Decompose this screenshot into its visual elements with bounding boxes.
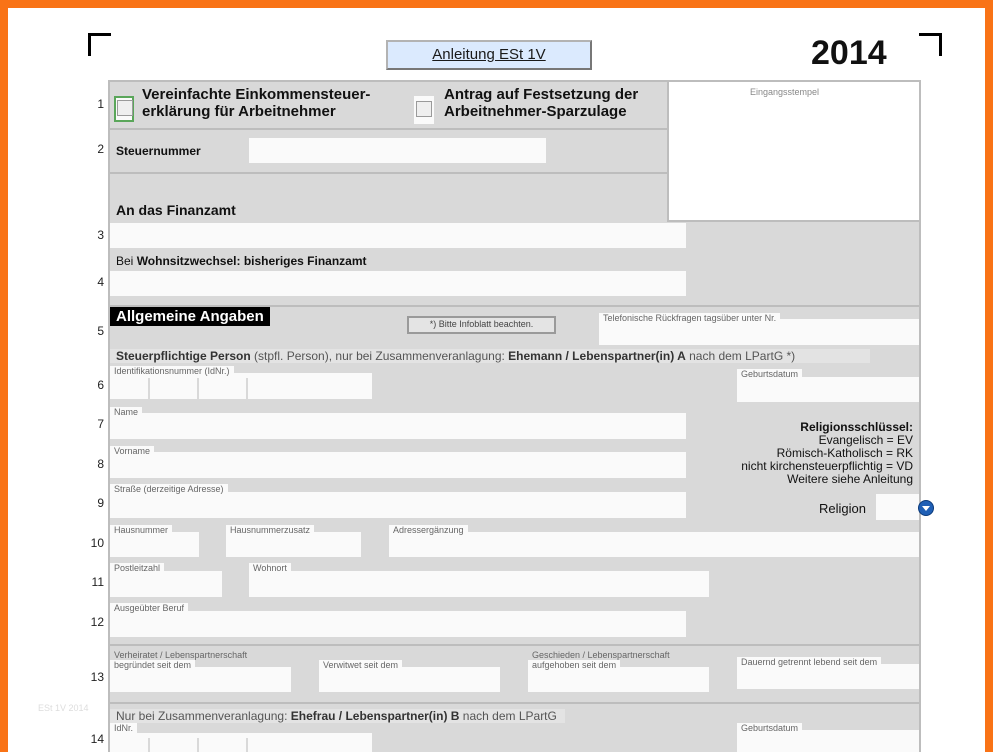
divider [110, 644, 919, 646]
previous-office-label [116, 254, 367, 268]
row-number: 13 [90, 670, 104, 684]
religion-dropdown-icon[interactable] [918, 500, 934, 516]
zip-input[interactable] [110, 571, 222, 597]
row-number: 10 [90, 536, 104, 550]
birthdate-input[interactable] [737, 377, 919, 402]
row-number: 7 [97, 417, 104, 431]
person-a-rest: (stpfl. Person), nur bei Zusammenveranlagung: [250, 349, 509, 363]
married-label-line1: Verheiratet / Lebenspartnerschaft [114, 650, 248, 660]
religion-label: Religion [819, 501, 866, 516]
street-label: Straße (derzeitige Adresse) [110, 484, 228, 495]
firstname-input[interactable] [110, 452, 686, 478]
previous-office-prefix: Bei [116, 254, 137, 268]
margin-note: ESt 1V 2014 [38, 703, 89, 713]
person-a-suffix: nach dem LPartG *) [685, 349, 796, 363]
id-separator [148, 738, 150, 752]
row-number: 5 [97, 324, 104, 338]
row-number: 2 [97, 142, 104, 156]
id-separator [197, 378, 199, 399]
housenumber-suffix-label: Hausnummerzusatz [226, 525, 314, 536]
person-b-bold: Ehefrau / Lebenspartner(in) B [290, 709, 460, 723]
tax-office-input[interactable] [110, 223, 686, 248]
id-separator [197, 738, 199, 752]
row-number: 3 [97, 228, 104, 242]
street-input[interactable] [110, 492, 686, 518]
divider [110, 702, 919, 704]
person-a-bold: Steuerpflichtige Person [116, 349, 251, 363]
address-extra-label: Adressergänzung [389, 525, 468, 536]
id-separator [246, 738, 248, 752]
id-number-label: Identifikationsnummer (IdNr.) [110, 366, 234, 377]
checkbox1-label-line2: erklärung für Arbeitnehmer [142, 103, 336, 120]
row-number: 4 [97, 275, 104, 289]
id-separator [148, 378, 150, 399]
divorced-label-line1: Geschieden / Lebenspartnerschaft [532, 650, 670, 660]
religion-key-title: Religionsschlüssel: [800, 420, 913, 434]
person-b-suffix: nach dem LPartG [459, 709, 557, 723]
separated-label: Dauernd getrennt lebend seit dem [737, 657, 881, 668]
housenumber-label: Hausnummer [110, 525, 172, 536]
phone-label: Telefonische Rückfragen tagsüber unter Nr. [599, 313, 780, 324]
profession-label: Ausgeübter Beruf [110, 603, 188, 614]
checkbox2-label-line2: Arbeitnehmer-Sparzulage [444, 103, 627, 120]
person-a-heading [110, 349, 870, 363]
instructions-button[interactable]: Anleitung ESt 1V [386, 40, 592, 70]
divider [110, 128, 667, 130]
religion-key-more: Weitere siehe Anleitung [787, 472, 913, 486]
general-info-heading: Allgemeine Angaben [110, 307, 270, 326]
simplified-return-checkbox[interactable] [117, 100, 133, 116]
row-number: 12 [90, 615, 104, 629]
name-input[interactable] [110, 413, 686, 439]
row-number: 1 [97, 97, 104, 111]
address-extra-input[interactable] [389, 532, 919, 557]
city-input[interactable] [249, 571, 709, 597]
birthdate-label: Geburtsdatum [737, 369, 802, 380]
checkbox1-label-line1: Vereinfachte Einkommensteuer- [142, 86, 371, 103]
firstname-label: Vorname [110, 446, 154, 457]
form-year: 2014 [811, 34, 887, 72]
name-label: Name [110, 407, 142, 418]
savings-allowance-checkbox[interactable] [416, 101, 432, 117]
person-b-prefix: Nur bei Zusammenveranlagung: [116, 709, 291, 723]
person-b-heading [110, 709, 565, 723]
row-number: 11 [91, 575, 104, 589]
row-number: 9 [97, 496, 104, 510]
previous-office-bold: Wohnsitzwechsel: bisheriges Finanzamt [136, 254, 367, 268]
religion-select[interactable] [876, 494, 919, 520]
checkbox2-label-line1: Antrag auf Festsetzung der [444, 86, 639, 103]
city-label: Wohnort [249, 563, 291, 574]
person-b-birthdate-label: Geburtsdatum [737, 723, 802, 734]
form-page [8, 8, 985, 752]
religion-key-vd: nicht kirchensteuerpflichtig = VD [741, 459, 913, 473]
receipt-stamp-label: Eingangsstempel [750, 87, 820, 97]
tax-number-input[interactable] [249, 138, 546, 163]
person-b-id-label: IdNr. [110, 723, 137, 734]
crop-mark-top-left [88, 33, 111, 56]
divider [110, 172, 667, 174]
tax-number-label: Steuernummer [116, 144, 201, 158]
religion-key-rk: Römisch-Katholisch = RK [776, 446, 913, 460]
infobox-note: *) Bitte Infoblatt beachten. [407, 316, 556, 334]
row-number: 8 [97, 457, 104, 471]
crop-mark-top-right [919, 33, 942, 56]
person-a-spouse: Ehemann / Lebenspartner(in) A [508, 349, 686, 363]
row-number: 6 [97, 378, 104, 392]
tax-office-heading: An das Finanzamt [116, 202, 236, 218]
receipt-stamp-box [667, 82, 921, 222]
widowed-label: Verwitwet seit dem [319, 660, 402, 671]
profession-input[interactable] [110, 611, 686, 637]
religion-key-ev: Evangelisch = EV [818, 433, 913, 447]
row-number: 14 [90, 732, 104, 746]
id-separator [246, 378, 248, 399]
zip-label: Postleitzahl [110, 563, 164, 574]
married-label-line2: begründet seit dem [110, 660, 195, 671]
divorced-label-line2: aufgehoben seit dem [528, 660, 620, 671]
previous-office-input[interactable] [110, 271, 686, 296]
tax-form [108, 80, 921, 752]
